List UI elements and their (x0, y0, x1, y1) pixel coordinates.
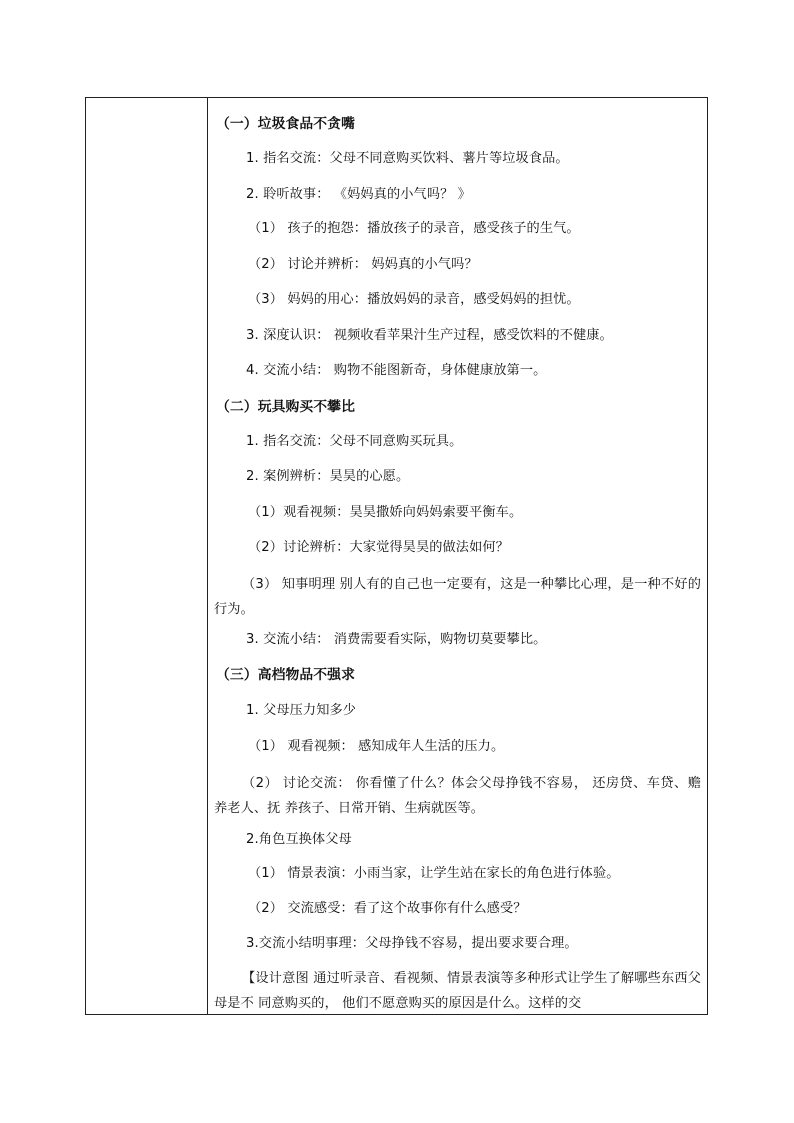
list-item: （1） 观看视频： 感知成年人生活的压力。 (248, 739, 505, 754)
list-item: （1） 孩子的抱怨：播放孩子的录音，感受孩子的生气。 (248, 221, 580, 236)
list-item: 1. 父母压力知多少 (246, 703, 357, 718)
list-item: 2.角色互换体父母 (246, 832, 352, 847)
paragraph: （2） 讨论交流： 你看懂了什么？体会父母挣钱不容易， 还房贷、车贷、赡养老人、抚 养孩子、日常开销、生病就医等。 (214, 776, 701, 816)
list-item: 1. 指名交流：父母不同意购买玩具。 (246, 434, 463, 449)
design-intent: 【设计意图 通过听录音、看视频、情景表演等多种形式让学生了解哪些东西父母是不 同意购买的， 他们不愿意购买的原因是什么。这样的交 (214, 971, 701, 1011)
list-item: 2. 案例辨析：昊昊的心愿。 (246, 469, 410, 484)
paragraph: （3） 知事明理 别人有的自己也一定要有，这是一种攀比心理，是一种不好的行为。 (214, 577, 701, 617)
list-item: （1）观看视频：昊昊撒娇向妈妈索要平衡车。 (248, 505, 523, 520)
list-item: 3. 交流小结： 消费需要看实际，购物切莫要攀比。 (246, 632, 547, 647)
lesson-table (85, 97, 708, 1015)
list-item: （3） 妈妈的用心：播放妈妈的录音，感受妈妈的担忧。 (248, 292, 580, 307)
section-heading-2: （二）玩具购买不攀比 (216, 399, 355, 415)
list-item: 3.交流小结明事理：父母挣钱不容易，提出要求要合理。 (246, 936, 578, 951)
list-item: 1. 指名交流：父母不同意购买饮料、薯片等垃圾食品。 (246, 151, 569, 166)
list-item: （2）讨论辨析：大家觉得昊昊的做法如何？ (248, 540, 509, 555)
section-heading-1: （一）垃圾食品不贪嘴 (216, 116, 355, 132)
list-item: 3. 深度认识： 视频收看苹果汁生产过程，感受饮料的不健康。 (246, 328, 613, 343)
list-item: （2） 讨论并辨析： 妈妈真的小气吗？ (248, 257, 478, 272)
content-cell (208, 98, 707, 1014)
list-item: 2. 聆听故事： 《妈妈真的小气吗？ 》 (246, 187, 471, 202)
list-item: （1） 情景表演：小雨当家，让学生站在家长的角色进行体验。 (248, 866, 620, 881)
section-heading-3: （三）高档物品不强求 (216, 667, 355, 683)
list-item: （2） 交流感受：看了这个故事你有什么感受？ (248, 901, 527, 916)
list-item: 4. 交流小结： 购物不能图新奇，身体健康放第一。 (246, 363, 547, 378)
